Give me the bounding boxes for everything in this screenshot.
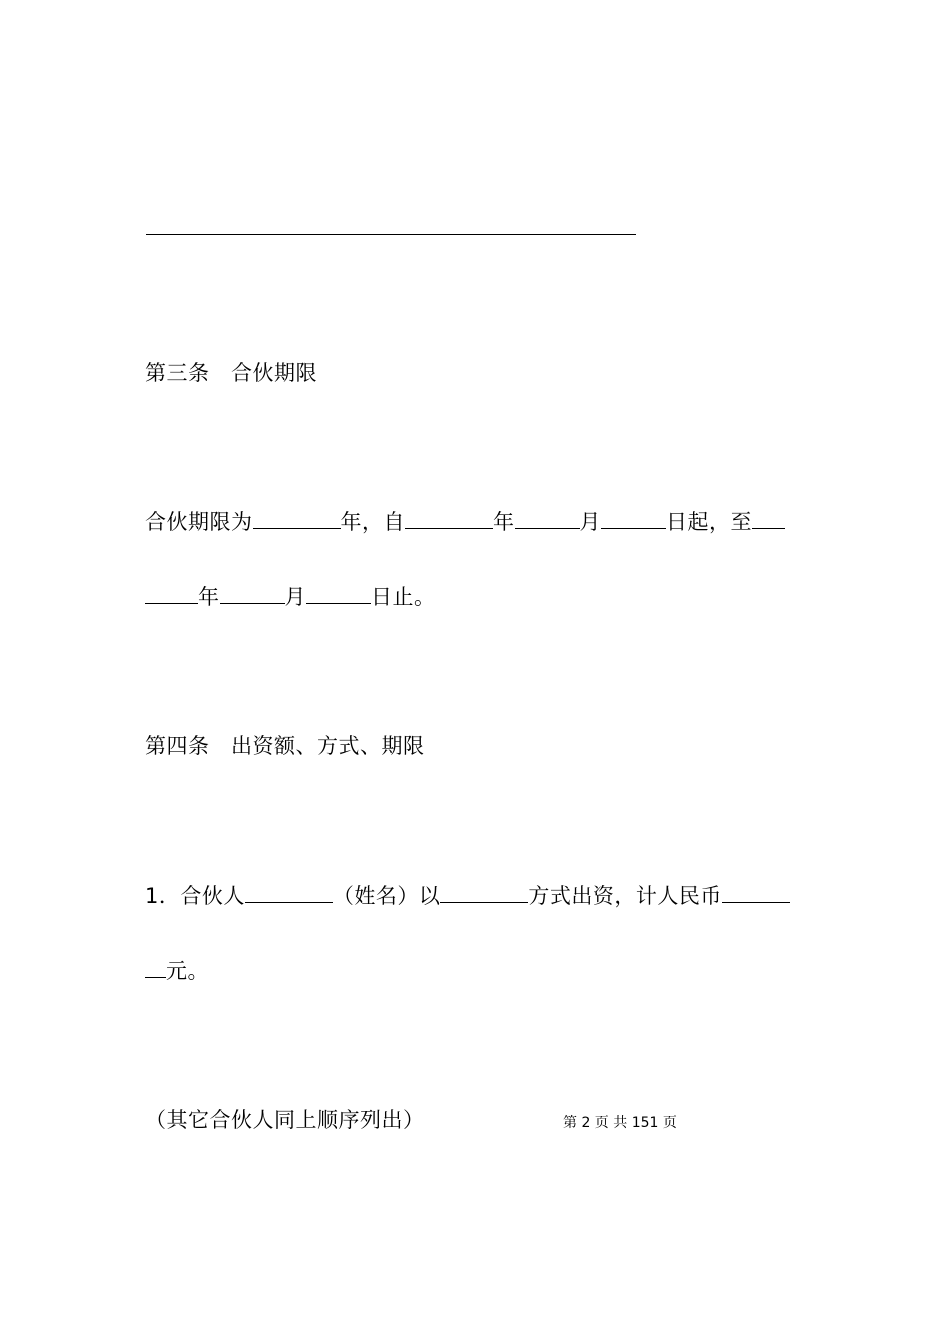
page-number: 第 2 页 共 151 页 [563, 1115, 677, 1131]
text-month: 月 [579, 510, 601, 534]
article-4-item-1-line-2 [145, 956, 209, 986]
blank-end-year-part2 [145, 583, 198, 604]
blank-amount-part1 [722, 882, 790, 903]
top-underline-blank [146, 234, 636, 235]
blank-start-month [515, 508, 580, 529]
article-4-item-1-line-1 [145, 881, 790, 911]
blank-amount-part2 [145, 957, 166, 978]
text-year-from: 年，自 [340, 510, 405, 534]
text-year: 年 [493, 510, 515, 534]
blank-years [253, 508, 341, 529]
blank-partner-name [245, 882, 333, 903]
text-name-by: （姓名）以 [332, 884, 441, 908]
article-4-note: （其它合伙人同上顺序列出） [145, 1108, 425, 1132]
blank-end-month [220, 583, 285, 604]
blank-start-year [405, 508, 493, 529]
text-partner: 1．合伙人 [145, 884, 245, 908]
text-yuan: 元。 [166, 959, 209, 983]
text-year: 年 [198, 585, 220, 609]
article-3-line-1 [145, 507, 785, 537]
text-day-end: 日止。 [371, 585, 436, 609]
text-month: 月 [284, 585, 306, 609]
article-3-heading: 第三条 合伙期限 [145, 361, 317, 385]
blank-end-day [306, 583, 371, 604]
article-4-heading: 第四条 出资额、方式、期限 [145, 734, 425, 758]
article-3-line-2 [145, 582, 436, 612]
text-method-amount: 方式出资，计人民币 [528, 884, 722, 908]
text-term-is: 合伙期限为 [145, 510, 253, 534]
text-day-until: 日起，至 [666, 510, 752, 534]
blank-end-year-part1 [752, 508, 785, 529]
blank-contribution-method [440, 882, 528, 903]
blank-start-day [601, 508, 666, 529]
